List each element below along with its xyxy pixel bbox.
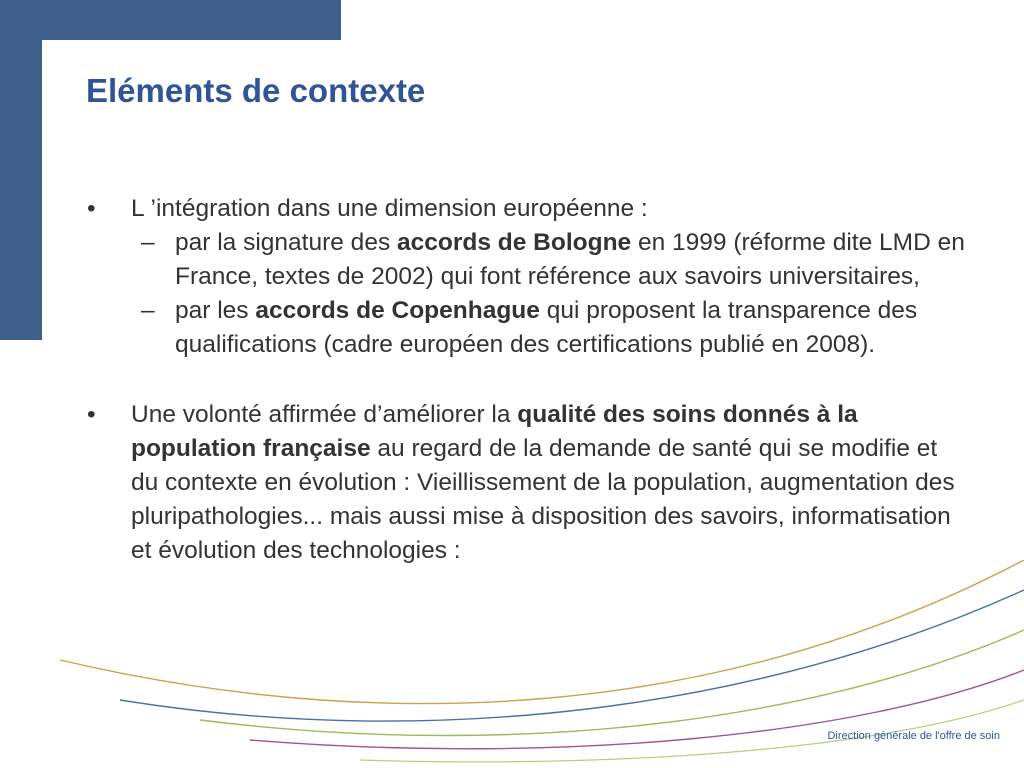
bullet-list: [86, 192, 966, 568]
bullet-marker: •: [87, 401, 96, 428]
bullet-text-bold: qualité des soins donnés à la population française: [131, 401, 858, 462]
bullet-marker: •: [87, 195, 96, 222]
slide-title: Eléments de contexte: [86, 72, 426, 109]
decorative-left-bar: [0, 0, 42, 340]
sub-item-bologne: [131, 226, 966, 294]
sub-text-bold: accords de Bologne: [397, 229, 632, 256]
sub-item-copenhague: [131, 294, 966, 362]
bullet-item-quality-of-care: [86, 398, 966, 568]
bullet-text: L ’intégration dans une dimension européenne :: [131, 195, 648, 222]
dash-marker: –: [141, 229, 155, 256]
sub-text-end: en 1999 (réforme dite LMD en France, textes de 2002) qui font référence aux savoirs universitaires,: [175, 229, 965, 290]
sub-list: [131, 226, 966, 362]
bullet-text-end: au regard de la demande de santé qui se modifie et du contexte en évolution : Vieillissement de la population, augmentation des pluripathologies... mais aussi mise à disposition des savoirs, informatisation et évolution des technologies :: [131, 435, 955, 564]
sub-text-end: qui proposent la transparence des qualifications (cadre européen des certifications publié en 2008).: [175, 297, 918, 358]
sub-text-bold: accords de Copenhague: [255, 297, 540, 324]
decorative-curve-gold: [60, 560, 1024, 704]
dash-marker: –: [141, 297, 155, 324]
bullet-text-start: Une volonté affirmée d’améliorer la: [131, 401, 518, 428]
sub-text-start: par les: [175, 297, 256, 324]
footer-text: Direction générale de l'offre de soin: [827, 730, 1000, 742]
decorative-curve-blue: [120, 590, 1024, 721]
sub-text-start: par la signature des: [175, 229, 397, 256]
bullet-item-european-integration: [86, 192, 966, 362]
decorative-top-bar: [0, 0, 341, 40]
